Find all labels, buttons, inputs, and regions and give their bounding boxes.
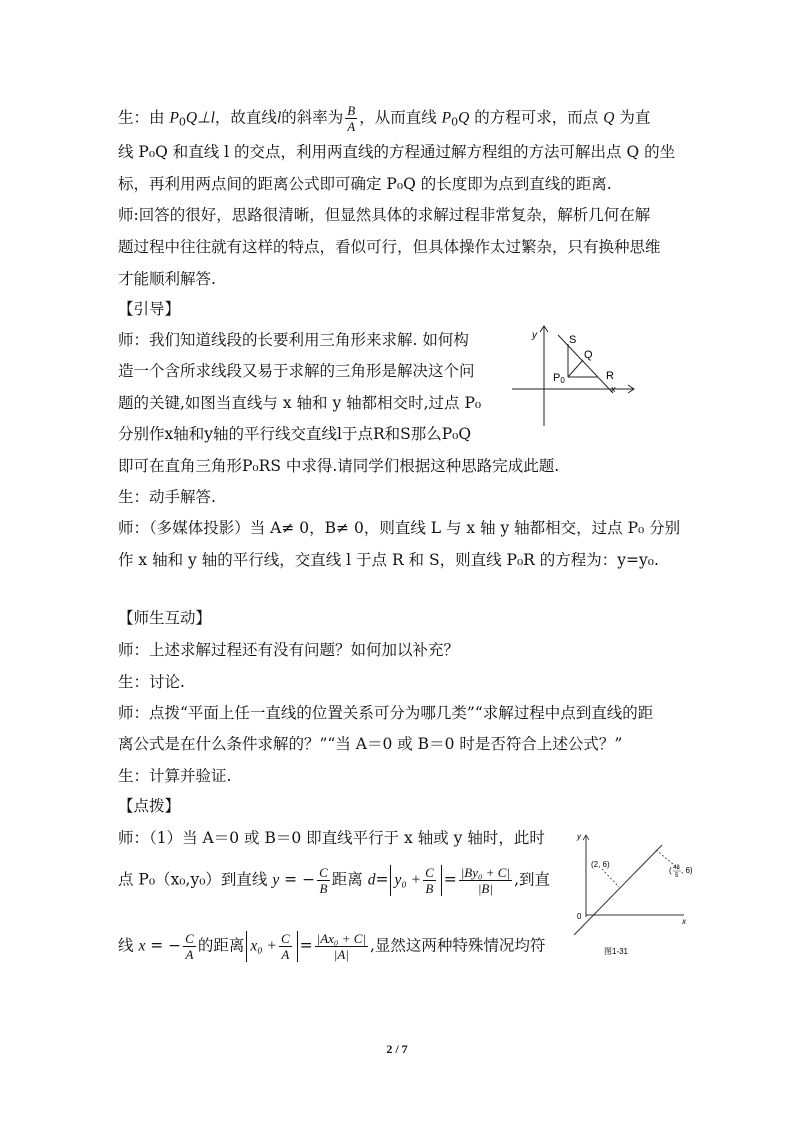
denominator: B: [425, 881, 434, 896]
section-heading-guide: 【引导】: [118, 300, 181, 318]
section-heading-interact: 【师生互动】: [118, 609, 212, 627]
para3-line-5: 即可在直角三角形P₀RS 中求得.请同学们根据这种思路完成此题.: [118, 457, 560, 475]
para6-line-3: 师：点拨“平面上任一直线的位置关系可分为哪几类”“求解过程中点到直线的距: [118, 704, 654, 722]
para7-line-3: [118, 931, 545, 962]
text: 的方程可求，而点: [469, 108, 604, 127]
abs-expression: [246, 931, 297, 962]
text: 的斜率为: [281, 108, 344, 127]
text: 生：由: [118, 108, 170, 127]
text: ，从而直线: [359, 108, 442, 127]
figure-caption: 图1-31: [604, 947, 629, 956]
label-point-tail: , 6): [681, 866, 693, 875]
para6-line-2: 生：讨论.: [118, 673, 185, 691]
fraction-distance: [459, 865, 512, 896]
fraction-distance: [315, 931, 368, 962]
para6-line-1: 师：上述求解过程还有没有问题？如何加以补充？: [118, 641, 460, 659]
var-d: d: [367, 871, 376, 889]
text: 的距离: [197, 936, 245, 955]
numerator: B: [347, 103, 356, 118]
para-line-3: 标，再利用两点间的距离公式即可确定 P₀Q 的长度即为点到直线的距离.: [118, 175, 612, 193]
math: = −: [145, 936, 182, 955]
para5-line-2: 作 x 轴和 y 轴的平行线，交直线 l 于点 R 和 S，则直线 P₀R 的方程为：y=y₀.: [118, 551, 659, 569]
var-x: x: [138, 937, 146, 955]
numerator: C: [185, 931, 194, 946]
label-origin: 0: [577, 912, 582, 921]
var-q: Q: [458, 109, 470, 127]
frac-den-5: 5: [675, 873, 679, 879]
para7-line-2: [118, 865, 550, 896]
fraction: [423, 865, 436, 896]
label-point-2-6: (2, 6): [591, 860, 610, 869]
segment-p0-q: [568, 360, 583, 377]
subscript: 0: [451, 115, 459, 129]
label-x: x: [682, 917, 686, 926]
para3-line-4: 分别作x轴和y轴的平行线交直线l于点R和S那么P₀Q: [118, 425, 472, 443]
label-p: P: [553, 372, 561, 384]
para6-line-4: 离公式是在什么条件求解的？”“当 A＝0 或 B＝0 时是否符合上述公式？”: [118, 735, 623, 753]
math: y₀ +: [394, 871, 422, 889]
para3-line-3: 题的关键,如图当直线与 x 轴和 y 轴都相交时,过点 P₀: [118, 394, 482, 412]
fraction-b-over-a: [345, 103, 357, 134]
figure-1-31: [564, 825, 694, 960]
numerator: |Ax₀ + C|: [316, 931, 366, 946]
text: 为直: [614, 108, 651, 127]
fraction: [279, 931, 292, 962]
para5-line-1: 师：（多媒体投影）当 A≠ 0，B≠ 0，则直线 L 与 x 轴 y 轴都相交，过点 P₀ 分别: [118, 519, 681, 537]
oblique-line: [574, 845, 662, 935]
label-r: R: [606, 370, 614, 382]
math: =: [443, 870, 457, 889]
text: ,显然这两种特殊情况均符: [369, 936, 546, 955]
page-number: 2 / 7: [386, 1042, 408, 1056]
numerator: C: [425, 865, 434, 880]
dashed-perpendicular-1: [602, 869, 619, 887]
var-q: Q: [603, 109, 615, 127]
subscript: 0: [178, 115, 186, 129]
numerator: C: [280, 931, 290, 946]
text: 线: [118, 936, 139, 955]
numerator: |By₀ + C|: [460, 865, 511, 880]
denominator: A: [185, 947, 194, 962]
var-p: P: [441, 109, 452, 127]
figure-triangle-diagram: [510, 322, 640, 430]
label-s: S: [569, 334, 577, 346]
var-l: l: [276, 109, 282, 127]
para7-line-1: 师：（1）当 A＝0 或 B＝0 即直线平行于 x 轴或 y 轴时，此时: [118, 829, 545, 847]
math: =: [299, 936, 313, 955]
paren: (: [669, 866, 672, 875]
label-point-48-5: [669, 866, 672, 875]
para3-line-1: 师：我们知道线段的长要利用三角形来求解. 如何构: [118, 331, 469, 349]
frac-num-48: 48: [673, 865, 680, 871]
text: 点 P₀（x₀,y₀）到直线: [118, 870, 273, 889]
denominator: A: [347, 119, 356, 134]
text: 距离: [331, 870, 368, 889]
label-q: Q: [584, 349, 593, 361]
para-line-2: 线 P₀Q 和直线 l 的交点，利用两直线的方程通过解方程组的方法可解出点 Q 的坐: [118, 143, 676, 161]
para2-line-3: 才能顺利解答.: [118, 270, 216, 288]
para2-line-2: 题过程中往往就有这样的特点，看似可行，但具体操作太过繁杂，只有换种思维: [118, 238, 661, 256]
math: x₀ +: [250, 937, 277, 955]
denominator: |A|: [333, 947, 349, 962]
para4: 生：动手解答.: [118, 488, 216, 506]
math: =: [375, 870, 389, 889]
fraction-c-over-b: [317, 865, 330, 896]
var-y: y: [272, 871, 280, 889]
para-line-1: [118, 103, 650, 134]
para3-line-2: 造一个含所求线段又易于求解的三角形是解决这个问: [118, 362, 475, 380]
denominator: B: [319, 881, 328, 896]
section-heading-point: 【点拨】: [118, 797, 181, 815]
math: Q⊥: [185, 109, 211, 127]
para6-line-5: 生：计算并验证.: [118, 767, 232, 785]
var-l: l: [210, 109, 215, 127]
denominator: A: [281, 947, 290, 962]
para2-line-1: 师:回答的很好，思路很清晰，但显然具体的求解过程非常复杂，解析几何在解: [118, 206, 651, 224]
math: = −: [279, 870, 316, 889]
denominator: |B|: [477, 881, 493, 896]
line-l: [558, 335, 613, 393]
text: ，故直线: [214, 108, 277, 127]
fraction-c-over-a: [183, 931, 196, 962]
label-y: y: [532, 330, 537, 341]
label-p-sub: 0: [560, 376, 565, 385]
abs-expression: [390, 865, 441, 896]
var-p: P: [169, 109, 179, 127]
label-x: x: [611, 384, 616, 394]
numerator: C: [319, 865, 328, 880]
label-y: y: [577, 832, 581, 841]
label-p0: [553, 372, 565, 385]
text: ,到直: [514, 870, 550, 889]
